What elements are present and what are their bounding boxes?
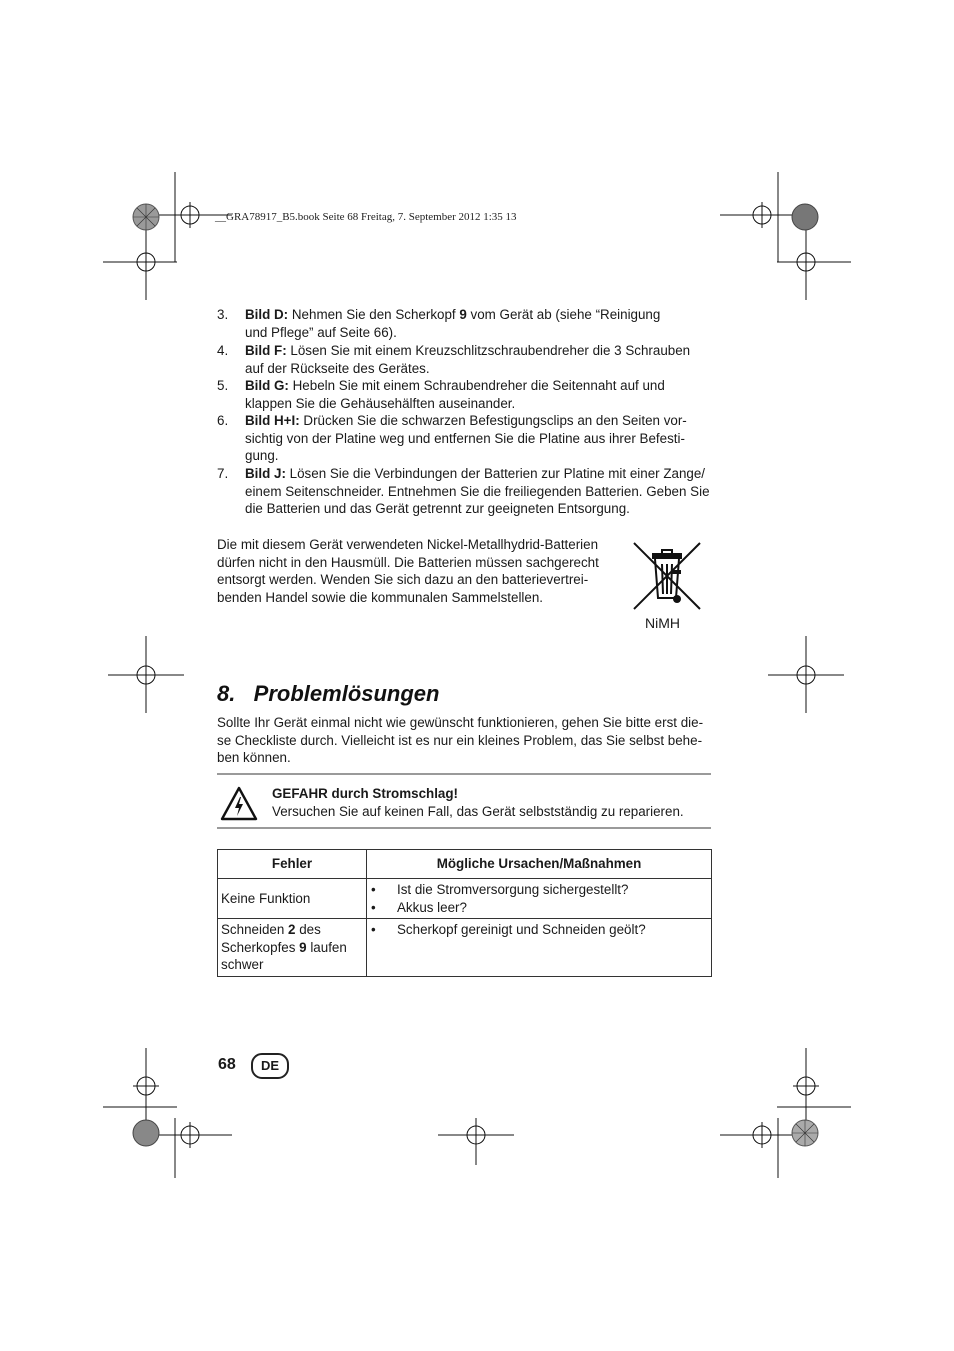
step-text: auf der Rückseite des Gerätes. bbox=[245, 360, 430, 376]
fault-text: laufen schwer bbox=[221, 939, 347, 973]
disposal-text: Die mit diesem Gerät verwendeten Nickel-Metallhydrid-Batterien bbox=[217, 537, 599, 552]
nimh-label: NiMH bbox=[645, 615, 680, 631]
step-label: Bild D: bbox=[245, 307, 289, 322]
step-text: gung. bbox=[245, 448, 279, 464]
step-text: Nehmen Sie den Scherkopf bbox=[291, 307, 460, 322]
cause-item: • Scherkopf gereinigt und Schneiden geölt? bbox=[370, 921, 708, 939]
step-text: die Batterien und das Gerät getrennt zur geeigneten Entsorgung. bbox=[245, 501, 630, 517]
warning-text: Versuchen Sie auf keinen Fall, das Gerät selbstständig zu reparieren. bbox=[272, 804, 684, 819]
step-text: klappen Sie die Gehäusehälften auseinander. bbox=[245, 395, 516, 411]
intro-text: Sollte Ihr Gerät einmal nicht wie gewünscht funktionieren, gehen Sie bitte erst die- bbox=[217, 715, 704, 730]
disposal-text: benden Handel sowie die kommunalen Sammelstellen. bbox=[217, 589, 544, 605]
list-item bbox=[217, 342, 717, 378]
column-header: Mögliche Ursachen/Maßnahmen bbox=[367, 850, 712, 879]
fault-cell bbox=[218, 919, 367, 977]
step-text: vom Gerät ab (siehe “Reinigung bbox=[466, 307, 661, 322]
list-item bbox=[217, 412, 717, 466]
column-header: Fehler bbox=[218, 850, 367, 879]
disposal-paragraph bbox=[217, 536, 627, 606]
fault-cell: Keine Funktion bbox=[218, 879, 367, 919]
step-label: Bild J: bbox=[245, 466, 286, 481]
intro-text: ben können. bbox=[217, 750, 291, 766]
intro-text: se Checkliste durch. Vielleicht ist es nur ein kleines Problem, das Sie selbst behe- bbox=[217, 732, 703, 748]
fault-text: des Scherkopfes bbox=[221, 922, 321, 955]
step-number: 3. bbox=[217, 307, 229, 322]
cause-item: • Ist die Stromversorgung sichergestellt? bbox=[370, 881, 708, 899]
causes-cell bbox=[367, 919, 712, 977]
list-item bbox=[217, 306, 717, 342]
electric-hazard-icon bbox=[220, 786, 258, 827]
warning-title: GEFAHR durch Stromschlag! bbox=[272, 786, 459, 801]
step-label: Bild G: bbox=[245, 378, 289, 393]
table-row bbox=[218, 919, 712, 977]
troubleshooting-table bbox=[217, 849, 712, 977]
step-text: Drücken Sie die schwarzen Befestigungsclips an den Seiten vor- bbox=[303, 413, 687, 428]
section-intro bbox=[217, 714, 717, 767]
step-text: Lösen Sie mit einem Kreuzschlitzschraubendreher die 3 Schrauben bbox=[290, 343, 691, 358]
step-text: sichtig von der Platine weg und entfernen Sie die Platine aus ihrer Befesti- bbox=[245, 430, 685, 446]
crossed-bin-icon bbox=[631, 540, 703, 617]
disposal-text: entsorgt werden. Wenden Sie sich dazu an den batterievertrei- bbox=[217, 572, 589, 588]
step-text: Hebeln Sie mit einem Schraubendreher die Seitennaht auf und bbox=[292, 378, 665, 393]
step-label: Bild H+I: bbox=[245, 413, 300, 428]
cause-item: • Akkus leer? bbox=[370, 899, 708, 917]
language-badge: DE bbox=[251, 1053, 289, 1079]
part-number: 9 bbox=[299, 939, 307, 955]
step-text: und Pflege” auf Seite 66). bbox=[245, 324, 397, 340]
step-text: einem Seitenschneider. Entnehmen Sie die freiliegenden Batterien. Geben Sie bbox=[245, 483, 710, 499]
fault-text: Schneiden bbox=[221, 922, 289, 938]
part-number: 9 bbox=[459, 307, 467, 322]
part-number: 2 bbox=[288, 922, 296, 938]
section-title: 8. Problemlösungen bbox=[217, 681, 440, 706]
step-number: 5. bbox=[217, 378, 229, 393]
table-row bbox=[218, 879, 712, 919]
file-info-header: __GRA78917_B5.book Seite 68 Freitag, 7. September 2012 1:35 13 bbox=[215, 211, 517, 223]
causes-cell bbox=[367, 879, 712, 919]
list-item bbox=[217, 465, 717, 519]
step-number: 7. bbox=[217, 466, 229, 481]
disposal-text: dürfen nicht in den Hausmüll. Die Batterien müssen sachgerecht bbox=[217, 554, 599, 570]
step-number: 4. bbox=[217, 343, 229, 358]
list-item bbox=[217, 377, 717, 413]
step-text: Lösen Sie die Verbindungen der Batterien zur Platine mit einer Zange/ bbox=[289, 466, 706, 481]
step-label: Bild F: bbox=[245, 343, 287, 358]
warning-box bbox=[217, 773, 711, 829]
page-number: 68 bbox=[218, 1056, 236, 1073]
step-number: 6. bbox=[217, 413, 229, 428]
table-header-row bbox=[218, 850, 712, 879]
